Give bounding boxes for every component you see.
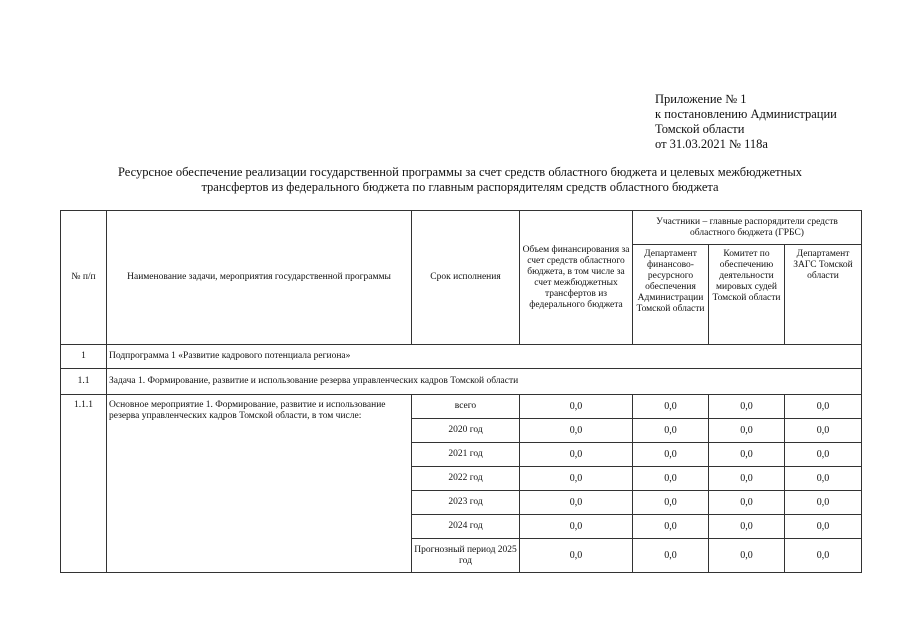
header-volume: Объем финансирования за счет средств областного бюджета, в том числе за счет межбюджетных трансфертов из федерального бюджета — [520, 211, 633, 345]
title-line: Ресурсное обеспечение реализации государственной программы за счет средств областного бюджета и целевых межбюджетных — [118, 165, 802, 179]
participant-2-cell: 0,0 — [709, 491, 785, 515]
participant-1-cell: 0,0 — [633, 539, 709, 573]
participant-3-cell: 0,0 — [785, 443, 862, 467]
participant-3-cell: 0,0 — [785, 491, 862, 515]
volume-cell: 0,0 — [520, 515, 633, 539]
subprogram-no: 1 — [61, 345, 107, 369]
task-no: 1.1 — [61, 369, 107, 395]
header-participants: Участники – главные распорядители средств областного бюджета (ГРБС) — [633, 211, 862, 245]
term-cell: всего — [412, 395, 520, 419]
resource-table — [60, 210, 862, 573]
appendix-line: Томской области — [655, 122, 745, 136]
term-cell: Прогнозный период 2025 год — [412, 539, 520, 573]
term-cell: 2021 год — [412, 443, 520, 467]
activity-title: Основное мероприятие 1. Формирование, развитие и использование резерва управленческих кадров Томской области, в том числе: — [107, 395, 412, 573]
header-participant-2: Комитет по обеспечению деятельности мировых судей Томской области — [709, 245, 785, 345]
participant-1-cell: 0,0 — [633, 467, 709, 491]
participant-1-cell: 0,0 — [633, 419, 709, 443]
participant-1-cell: 0,0 — [633, 515, 709, 539]
header-term: Срок исполнения — [412, 211, 520, 345]
subprogram-title: Подпрограмма 1 «Развитие кадрового потенциала региона» — [107, 345, 862, 369]
title-line: трансфертов из федерального бюджета по главным распорядителям средств областного бюджета — [201, 180, 719, 194]
volume-cell: 0,0 — [520, 467, 633, 491]
term-cell: 2022 год — [412, 467, 520, 491]
participant-2-cell: 0,0 — [709, 515, 785, 539]
participant-3-cell: 0,0 — [785, 419, 862, 443]
participant-3-cell: 0,0 — [785, 539, 862, 573]
appendix-line: к постановлению Администрации — [655, 107, 837, 121]
participant-3-cell: 0,0 — [785, 515, 862, 539]
header-name: Наименование задачи, мероприятия государственной программы — [107, 211, 412, 345]
header-participant-3: Департамент ЗАГС Томской области — [785, 245, 862, 345]
header-participant-1: Департамент финансово-ресурсного обеспечения Администрации Томской области — [633, 245, 709, 345]
participant-1-cell: 0,0 — [633, 491, 709, 515]
participant-1-cell: 0,0 — [633, 395, 709, 419]
volume-cell: 0,0 — [520, 419, 633, 443]
header-no: № п/п — [61, 211, 107, 345]
participant-2-cell: 0,0 — [709, 443, 785, 467]
participant-2-cell: 0,0 — [709, 395, 785, 419]
term-cell: 2023 год — [412, 491, 520, 515]
volume-cell: 0,0 — [520, 491, 633, 515]
activity-no: 1.1.1 — [61, 395, 107, 573]
volume-cell: 0,0 — [520, 443, 633, 467]
term-cell: 2020 год — [412, 419, 520, 443]
appendix-date-line: от 31.03.2021 № 118а — [655, 137, 768, 151]
participant-3-cell: 0,0 — [785, 395, 862, 419]
participant-2-cell: 0,0 — [709, 467, 785, 491]
appendix-block — [655, 92, 837, 152]
participant-2-cell: 0,0 — [709, 539, 785, 573]
task-title: Задача 1. Формирование, развитие и использование резерва управленческих кадров Томской области — [107, 369, 862, 395]
volume-cell: 0,0 — [520, 395, 633, 419]
document-title — [60, 165, 860, 195]
participant-1-cell: 0,0 — [633, 443, 709, 467]
volume-cell: 0,0 — [520, 539, 633, 573]
appendix-line: Приложение № 1 — [655, 92, 747, 106]
participant-3-cell: 0,0 — [785, 467, 862, 491]
participant-2-cell: 0,0 — [709, 419, 785, 443]
term-cell: 2024 год — [412, 515, 520, 539]
